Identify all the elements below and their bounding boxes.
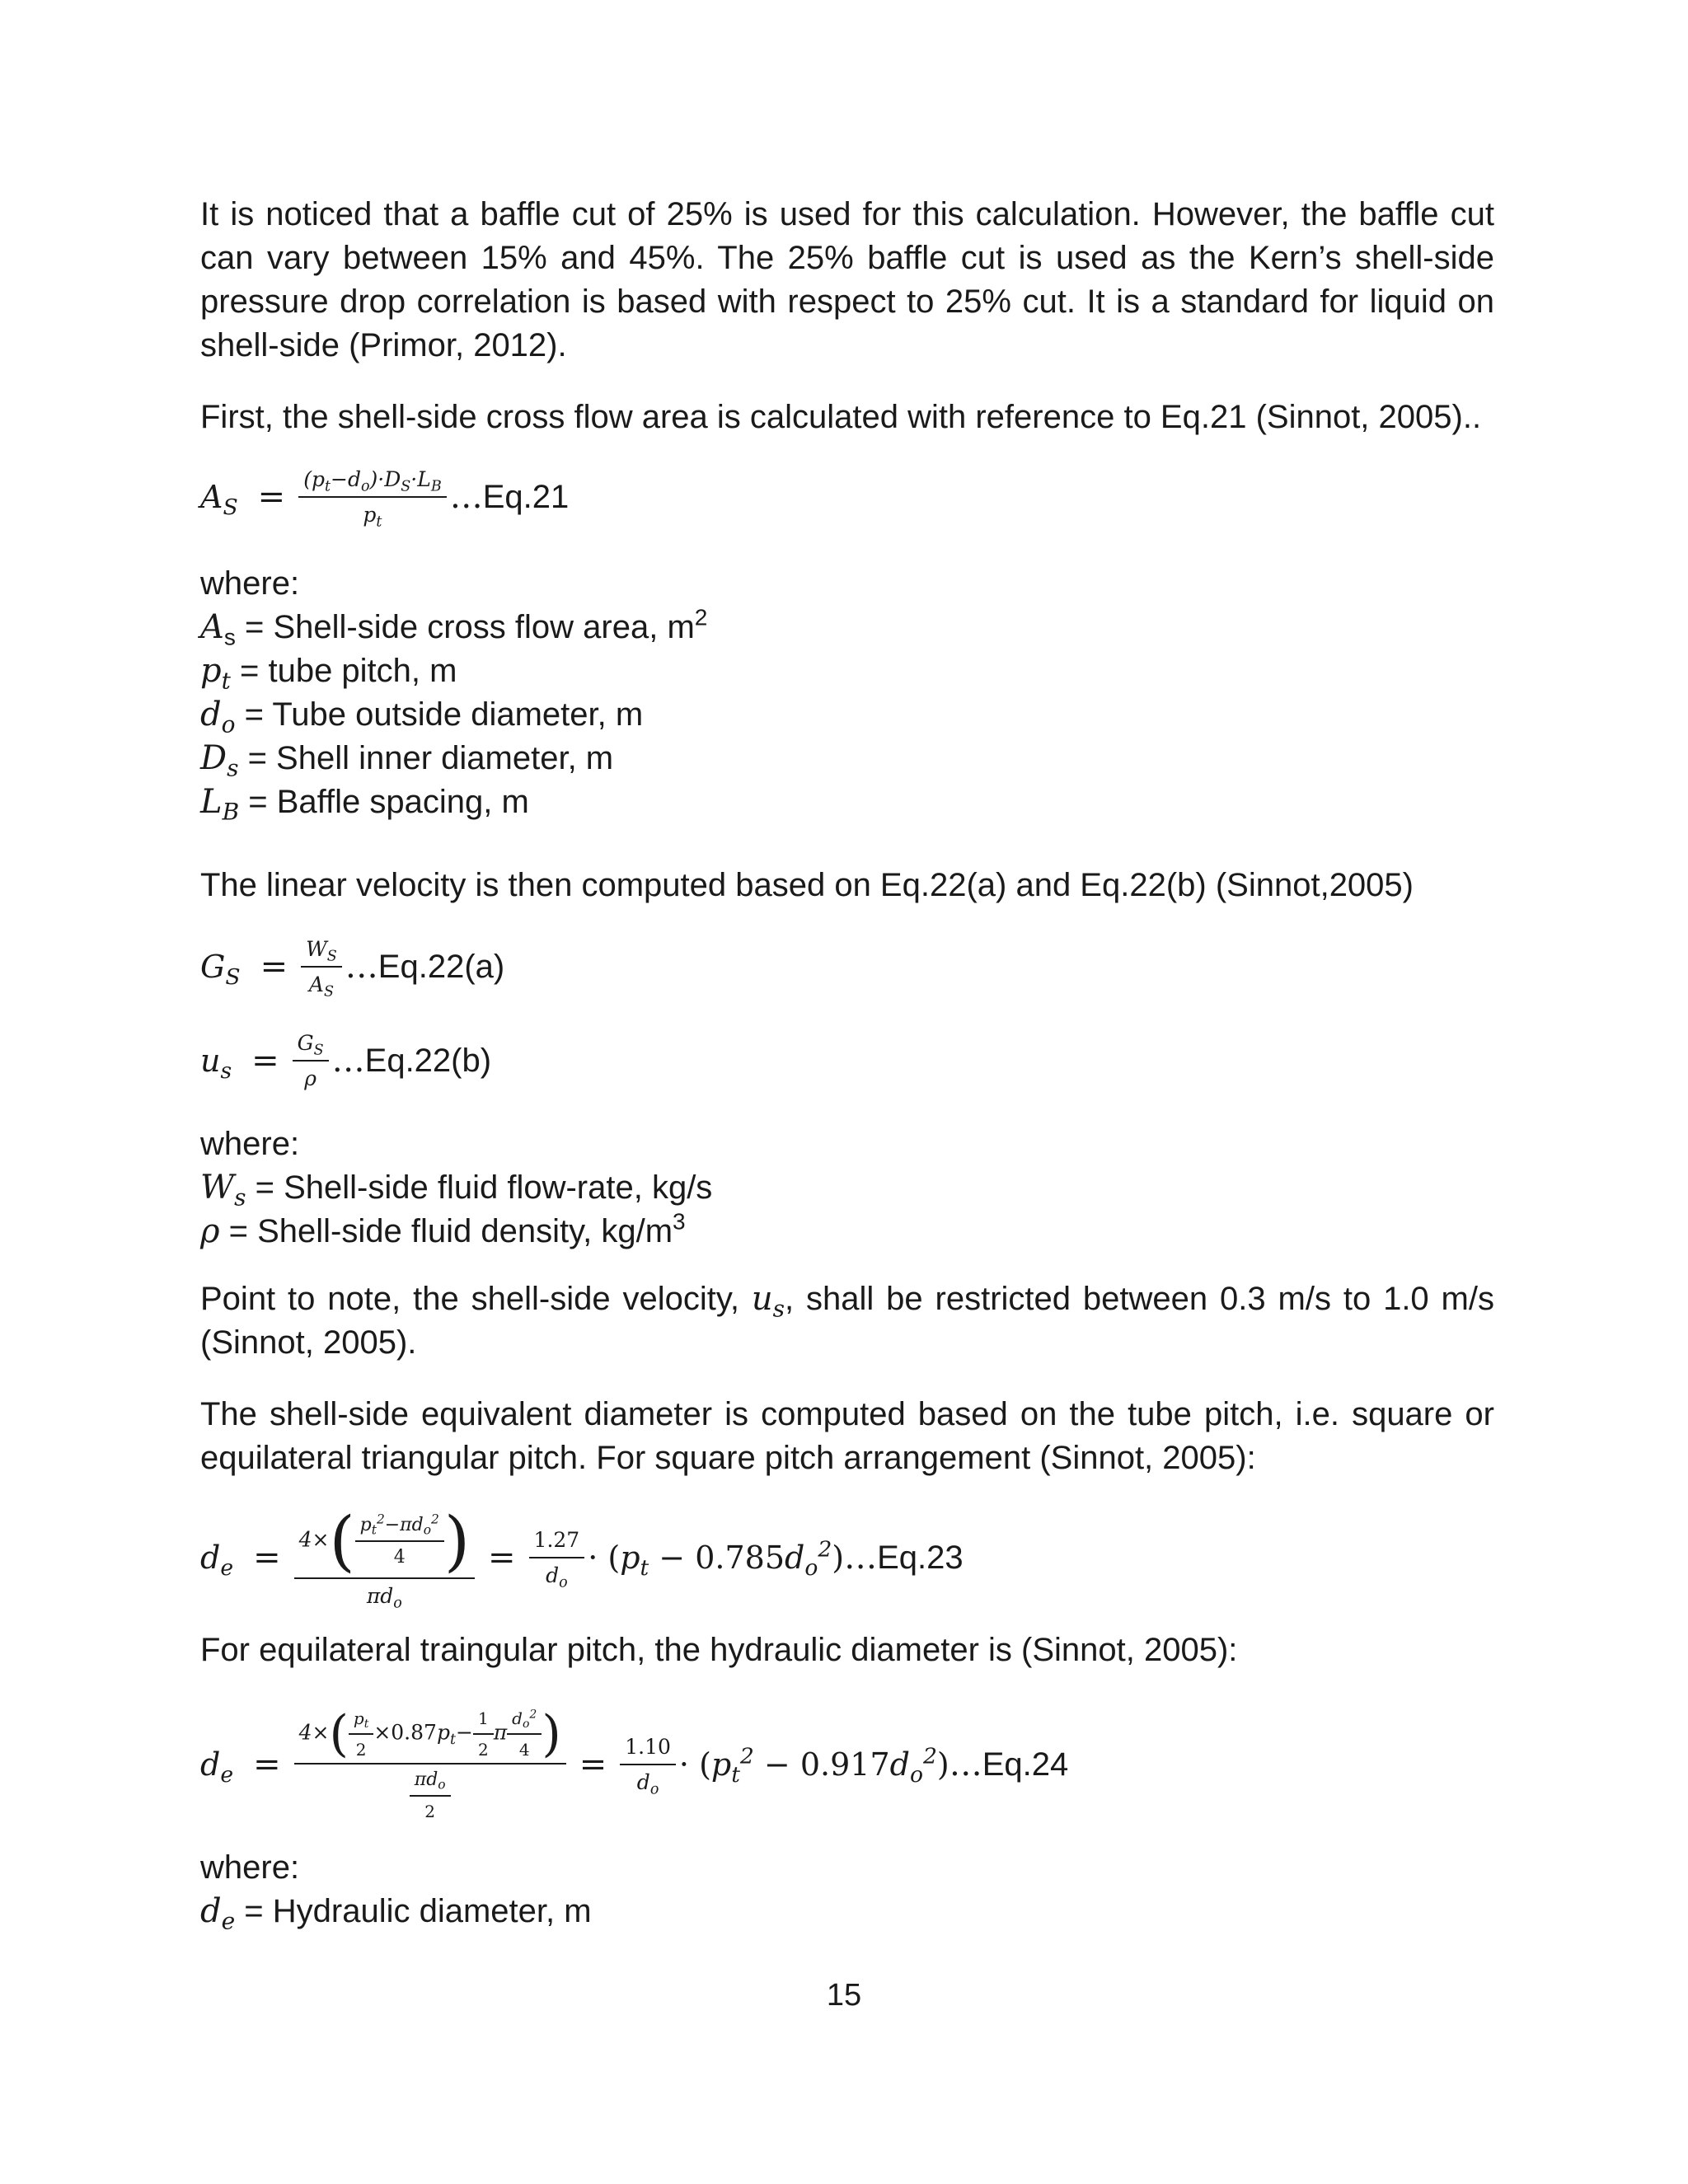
definitions-eq24 (200, 1846, 1494, 1933)
equation-23: $d_e$ = 4×( $\frac{p_t^2-\pi d_o^2}{4}$ ) $\pi d_o$ = $\frac{1.27}{d_o}$ · $(p_t - 0.785d_o^2)$ … Eq.23 (200, 1502, 964, 1611)
eq22a-tag: Eq.22(a) (377, 948, 505, 985)
paragraph-velocity-note: Point to note, the shell-side velocity, $u_s$, shall be restricted between 0.3 m/s to 1.0 m/s (Sinnot, 2005). (200, 1280, 1494, 1361)
paragraph-linear-velocity: The linear velocity is then computed based on Eq.22(a) and Eq.22(b) (Sinnot,2005) (200, 867, 1414, 903)
paragraph-baffle-cut: It is noticed that a baffle cut of 25% is used for this calculation. However, the baffle cut can vary between 15% and 45%. The 25% baffle cut is used as the Kern’s shell-side pressure drop correlation is based with respect to 25% cut. It is a standard for liquid on shell-side (Primor, 2012). (200, 196, 1494, 363)
def-ws: $W_s$ = Shell-side fluid flow-rate, kg/s (200, 1169, 713, 1212)
where-label: where: (200, 565, 300, 602)
def-lb: $L_B$ = Baffle spacing, m (200, 783, 529, 826)
paragraph-cross-flow-area: First, the shell-side cross flow area is calculated with reference to Eq.21 (Sinnot, 2005).. (200, 399, 1482, 435)
def-pt: $p_t$ = tube pitch, m (200, 652, 457, 695)
def-ds: $D_s$ = Shell inner diameter, m (200, 739, 614, 782)
paragraph-triangular-pitch: For equilateral traingular pitch, the hydraulic diameter is (Sinnot, 2005): (200, 1632, 1238, 1668)
equation-22a: $G_S$ = $\frac{W_S}{A_S}$ … Eq.22(a) (200, 937, 505, 1001)
paragraph-equivalent-diameter: The shell-side equivalent diameter is computed based on the tube pitch, i.e. square or equilateral triangular pitch. For square pitch arrangement (Sinnot, 2005): (200, 1396, 1494, 1476)
where-label: where: (200, 1849, 300, 1886)
page-number: 15 (826, 1978, 862, 2013)
eq21-fraction: $\frac{(p_t-d_o)\cdot D_S\cdot L_B}{p_t}$ (298, 467, 447, 527)
def-rho: ρ = Shell-side fluid density, $kg/m^3$ (200, 1208, 686, 1250)
eq23-tag: Eq.23 (877, 1539, 964, 1576)
def-do: $d_o$ = Tube outside diameter, m (200, 696, 644, 738)
equation-21: $A_S$ = $\frac{(p_t-d_o)\cdot D_S\cdot L_B}{p_t}$ … Eq.21 (200, 467, 570, 531)
definitions-eq21 (200, 562, 1494, 824)
eq24-tag: Eq.24 (982, 1746, 1069, 1783)
eq22b-tag: Eq.22(b) (364, 1042, 492, 1079)
equation-24: $d_e$ = 4×( $\frac{p_t}{2}$ $\times 0.87p_t-$ $\frac{1}{2}$ π $\frac{d_o^2}{4}$ ) $\frac{\pi d_o}{2}$ = $\frac{1.10}{d_o}$ · $(p_t^2 - 0.917d_o^2)$ … Eq.24 (200, 1704, 1069, 1821)
def-as: $A_s$ = Shell-side cross flow area, $m^2$ (200, 604, 708, 650)
where-label: where: (200, 1126, 300, 1162)
eq21-tag: Eq.21 (482, 478, 570, 515)
equation-22b: $u_s$ = $\frac{G_S}{\rho}$ … Eq.22(b) (200, 1031, 492, 1090)
definitions-eq22 (200, 1122, 1494, 1254)
def-de: $d_e$ = Hydraulic diameter, m (200, 1892, 592, 1935)
